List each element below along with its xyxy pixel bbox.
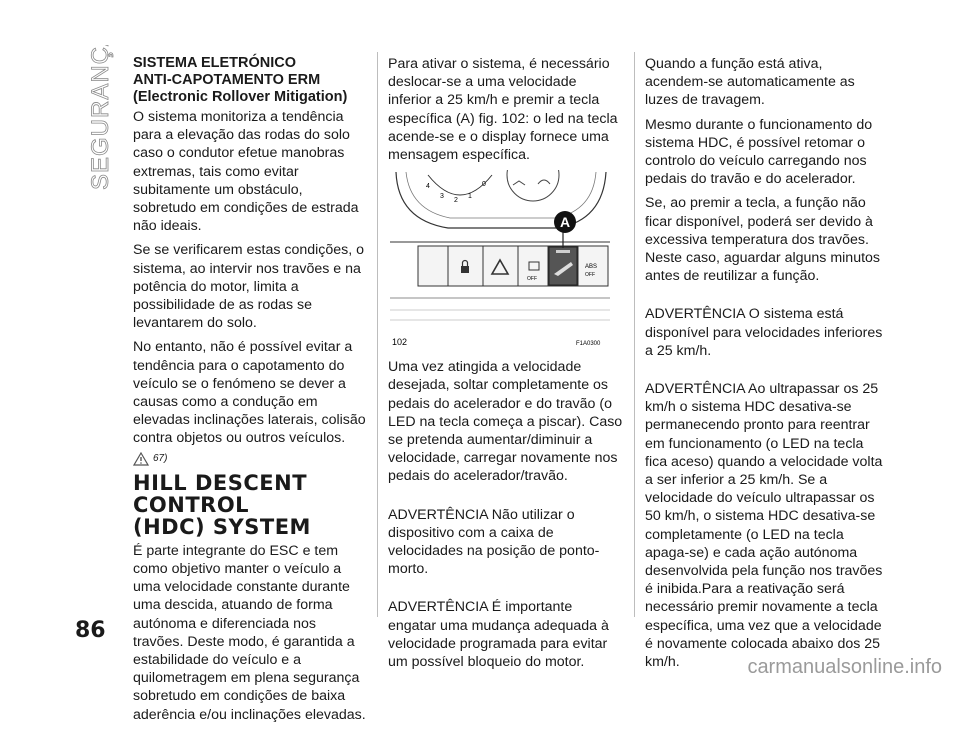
dial-number-3: 3 [440,193,444,201]
hdc-paragraph-1: É parte integrante do ESC e tem como objetivo manter o veículo a uma velocidade constante durante uma descida, atuando de forma autónoma e diferenciada nos travões. Deste modo, é garantida a estabilidade do veículo e a quilometragem em plena segurança sobretudo em condições de baixa aderência e/ou inclinações elevadas. [133,542,366,723]
dial-number-1: 1 [468,193,472,201]
brake-lights-paragraph: Quando a função está ativa, acendem-se automaticamente as luzes de travagem. [645,56,855,109]
erm-paragraph-2: Se se verificarem estas condições, o sistema, ao intervir nos travões e na potência do motor, limita a possibilidade de as rodas se levantarem do solo. [133,242,365,332]
column-1 [133,55,368,730]
figure-number: 102 [392,337,408,348]
figure-102 [388,170,613,352]
hdc-button-illustration [388,170,613,352]
page-number: 86 [75,618,106,643]
erm-heading-line-2: ANTI-CAPOTAMENTO ERM [133,72,321,88]
svg-text:OFF: OFF [585,272,595,279]
warning-engage-gear: ADVERTÊNCIA É importante engatar uma mudança adequada à velocidade programada para evitar um possível bloqueio do motor. [388,599,609,671]
hdc-heading-line-2: (HDC) SYSTEM [133,514,311,539]
dial-number-4: 4 [426,183,430,191]
hdc-led [556,250,570,253]
callout-a-label: A [560,214,571,231]
warning-triangle-icon [133,452,149,466]
warning-neutral-gear: ADVERTÊNCIA Não utilizar o dispositivo com a caixa de velocidades na posição de ponto-morto. [388,506,600,578]
warning-deactivation: ADVERTÊNCIA Ao ultrapassar os 25 km/h o sistema HDC desativa-se permanecendo pronto para reentrar em funcionamento (o LED na tecla fica aceso) quando a velocidade volta a ser inferior a 25 km/h. Se a velocidade do veículo ultrapassar os 50 km/h, o sistema HDC desativa-se completamente (o LED na tecla apaga-se) e cada ação autónoma desenvolvida pela função nos travões é inibida.Para a reativação será necessário premir novamente a tecla específica, uma vez que a velocidade é novamente colocada abaixo dos 25 km/h. [645,381,883,671]
resume-control-paragraph: Mesmo durante o funcionamento do sistema HDC, é possível retomar o controlo do veículo carregando nos pedais do travão e do acelerador. [645,116,873,188]
hdc-heading-line-1: HILL DESCENT CONTROL [133,470,308,517]
warning-speed-limit: ADVERTÊNCIA O sistema está disponível para velocidades inferiores a 25 km/h. [645,306,883,359]
svg-text:OFF: OFF [527,276,537,283]
svg-text:ABS: ABS [585,264,598,271]
section-side-title [78,45,118,190]
erm-heading-line-1: SISTEMA ELETRÓNICO [133,55,296,71]
column-2 [388,55,623,677]
erm-paragraph-3: No entanto, não é possível evitar a tendência para o capotamento do veículo se o fenómeno se dever a causas como a condução em elevadas inclinações laterais, colisão contra objetos ou outros veículos. [133,339,366,447]
button-panel [418,246,608,286]
brake-temperature-paragraph: Se, ao premir a tecla, a função não ficar disponível, poderá ser devido à excessiva temperatura dos travões. Neste caso, aguardar alguns minutos antes de reutilizar a função. [645,195,881,285]
column-3 [645,55,885,677]
column-divider-1 [377,52,378,617]
erm-heading [133,55,368,106]
site-watermark: carmanualsonline.info [747,656,942,678]
hdc-activation-paragraph: Para ativar o sistema, é necessário deslocar-se a uma velocidade inferior a 25 km/h e premir a tecla específica (A) fig. 102: o led na tecla acende-se e o display fornece uma mensagem específica. [388,56,618,164]
warning-reference [133,450,368,468]
dial-number-0: 0 [482,181,486,189]
erm-paragraph-1: O sistema monitoriza a tendência para a elevação das rodas do solo caso o condutor efetue manobras extremas, tais como evitar subitamente um obstáculo, sobretudo em condições de estrada não ideais. [133,109,359,235]
column-divider-2 [634,52,635,617]
side-title-text: SEGURANÇA [87,45,114,190]
hdc-usage-paragraph: Uma vez atingida a velocidade desejada, soltar completamente os pedais do acelerador e do travão (o LED na tecla começa a piscar). Caso se pretenda aumentar/diminuir a velocidade, carregar novamente nos pedais do acelerador/travão. [388,359,623,485]
warning-reference-number: 67) [153,452,168,464]
figure-code: F1A0300 [576,341,601,348]
hdc-heading [133,472,368,538]
dial-number-2: 2 [454,197,458,205]
erm-heading-line-3: (Electronic Rollover Mitigation) [133,89,348,105]
